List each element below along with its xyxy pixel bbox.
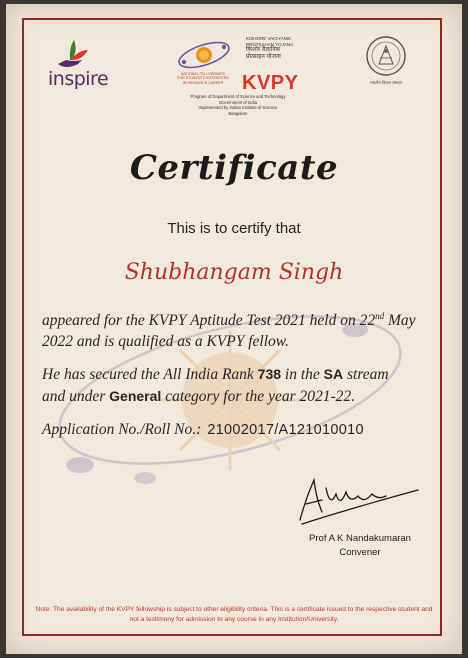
application-line [42, 421, 364, 439]
certificate-title: Certificate [129, 148, 339, 188]
kvpy-scheme-line: किशोर वैज्ञानिक [246, 47, 281, 53]
recipient-name: Shubhangam Singh [124, 260, 344, 285]
iisc-emblem-icon [360, 34, 412, 80]
category-value: General [109, 388, 162, 404]
kvpy-scheme-line: KISHORE VAIGYANIK [246, 36, 292, 41]
body-line-2 [42, 333, 289, 351]
signatory-role: Convener [339, 547, 381, 558]
stream-prefix: in the [281, 366, 324, 383]
test-date-text: appeared for the KVPY Aptitude Test 2021 held on 22 [42, 312, 376, 330]
rank-label: He has secured the All India Rank [42, 366, 258, 383]
fellowship-note: Note: The availability of the KVPY fellowship is subject to other eligibility criteria. This is a certificate issued to the respective student and not a testimony for admission to any course in any Institution/University. [35, 606, 433, 623]
kvpy-program-text [168, 94, 308, 116]
program-line: Government of India [219, 99, 257, 105]
kvpy-orbit-sun-icon [176, 38, 232, 72]
kvpy-fellowship-text [168, 72, 238, 85]
program-line: Implemented by Indian Institute of Science [198, 105, 278, 111]
stream-value: SA [323, 366, 344, 382]
body-line-1 [42, 311, 416, 330]
inspire-wordmark: inspire [48, 68, 109, 90]
signatory-name: Prof A K Nandakumaran [309, 533, 411, 544]
program-line: Bangalore [228, 110, 248, 116]
fellowship-line: FOR STUDENTS INTERESTED [177, 76, 229, 81]
body-line-4 [42, 388, 355, 406]
rank-value: 738 [257, 366, 282, 382]
kvpy-scheme-line: प्रोत्साहन योजना [246, 54, 281, 60]
stream-suffix: stream [343, 366, 389, 383]
date-ordinal: nd [375, 311, 385, 321]
iisc-caption: भारतीय विज्ञान संस्थान [369, 80, 403, 85]
category-suffix: category for the year 2021-22. [161, 388, 356, 405]
kvpy-scheme-line: PROTSAHAN YOJANA [246, 41, 294, 47]
inspire-logo [36, 34, 108, 104]
body-line-3 [42, 366, 389, 384]
iisc-emblem [360, 34, 412, 94]
certify-text: This is to certify that [167, 220, 301, 237]
kvpy-logo-block [168, 36, 308, 126]
fellowship-line: IN RESEARCH CAREER [182, 80, 224, 85]
category-prefix: and under [42, 388, 110, 405]
test-month-text: May [384, 312, 416, 330]
kvpy-scheme-name [246, 36, 306, 61]
kvpy-wordmark: KVPY [242, 72, 299, 94]
application-label: Application No./Roll No.: [42, 421, 202, 438]
qualification-text: 2022 and is qualified as a KVPY fellow. [42, 333, 289, 350]
program-line: Program of Department of Science and Technology [190, 94, 286, 99]
application-number: 21002017/A121010010 [207, 422, 364, 438]
fellowship-line: NATIONAL FELLOWSHIPS [180, 72, 226, 76]
signature-icon [292, 468, 422, 528]
